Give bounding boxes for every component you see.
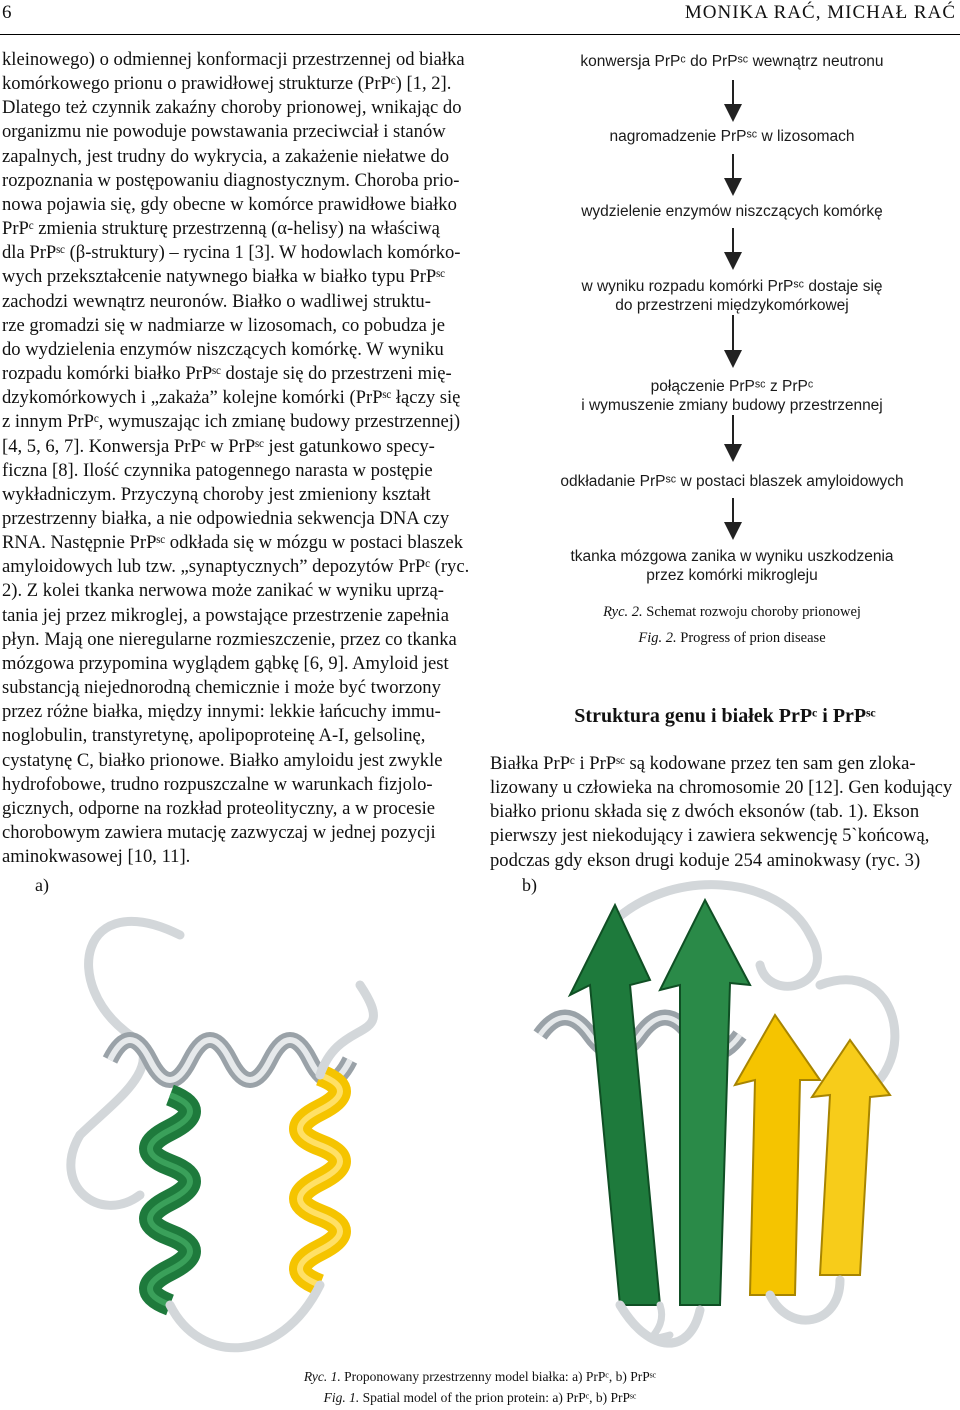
text-line: Białka PrPᶜ i PrPˢᶜ są kodowane przez ten sam gen zloka- [490,753,916,774]
text-line: rozpadu komórki białko PrPˢᶜ dostaje się do przestrzeni mię- [2,363,452,385]
beta-strand-green [570,905,660,1305]
text-line: [4, 5, 6, 7]. Konwersja PrPᶜ w PrPˢᶜ jest gatunkowo specy- [2,435,435,457]
left-column-text [2,48,470,869]
text-line: płyn. Mają one nieregularne rozmieszczenie, przez co tkanka [2,628,457,650]
figure1-text-pl: Proponowany przestrzenny model białka: a) PrPᶜ, b) PrPˢᶜ [344,1369,657,1384]
text-line: PrPᶜ zmienia strukturę przestrzenną (α-helisy) na właściwą [2,218,440,240]
arrow-shaft [732,498,734,524]
figure1-caption-en [160,1389,800,1407]
text-line: tania jej przez mikroglej, a powstające przestrzenie zapełnia [2,604,450,626]
text-line: zapalnych, jest trudny do wykrycia, a zakażenie niełatwe do [2,145,450,167]
figure2-label-pl: Ryc. 2. [603,604,643,620]
protein-model-prpc [20,865,460,1380]
arrow-shaft [732,315,734,352]
arrow-head [724,444,742,462]
text-line: aminokwasowej [10, 11]. [2,846,191,868]
text-line: Dlatego też czynnik zakaźny choroby prionowej, wnikając do [2,97,462,119]
arrow-head [724,252,742,270]
coil-segment [71,1135,140,1205]
arrow-head [724,350,742,368]
beta-strand-green [660,900,750,1305]
text-line: hydrofobowe, trudno rozpuszczalne w warunkach fizjolo- [2,773,433,795]
arrow-shaft [732,228,734,254]
coil-segment [652,1305,670,1339]
page-header [0,2,960,28]
figure1-text-en: Spatial model of the prion protein: a) PrPᶜ, b) PrPˢᶜ [362,1390,637,1405]
arrow-shaft [732,415,734,446]
text-line: pierwszy jest niekodujący i zawiera sekwencję 5`końcową, [490,825,930,847]
text-line: nowa pojawia się, gdy obecne w komórce prawidłowe białko [2,193,457,215]
text-line: rze gromadzi się w nadmiarze w lizosomach, co pobudza je [2,314,445,336]
text-line: 2). Z kolei tkanka nerwowa może zanikać w wyniku uprzą- [2,580,444,602]
flow-arrow [724,498,742,540]
text-line: kleinowego) o odmiennej konformacji przestrzennej od białka [2,49,465,70]
text-line: białko prionu składa się z dwóch eksonów (tab. 1). Ekson [490,801,920,823]
text-line: dla PrPˢᶜ (β-struktury) – rycina 1 [3]. W hodowlach komórko- [2,242,461,264]
flow-step: nagromadzenie PrPˢᶜ w lizosomach [609,128,855,145]
text-line: organizmu nie powoduje powstawania przeciwciał i stanów [2,121,446,143]
figure1-caption-pl [160,1368,800,1386]
figure2-text-pl: Schemat rozwoju choroby prionowej [646,604,861,620]
text-line: ficzna [8]. Ilość czynnika patogennego narasta w postępie [2,459,433,481]
arrow-shaft [732,80,734,106]
text-line: lizowany u człowieka na chromosomie 20 [12]. Gen kodujący [490,777,953,799]
panel-b-label: b) [522,875,537,895]
text-line: podczas gdy ekson drugi koduje 254 aminokwasy (ryc. 3) [490,849,921,871]
coil-segment [170,1285,320,1348]
running-head: MONIKA RAĆ, MICHAŁ RAĆ [684,2,956,23]
flow-step: w wyniku rozpadu komórki PrPˢᶜ dostaje się do przestrzeni międzykomórkowej [581,278,883,314]
text-line: do wydzielenia enzymów niszczących komórkę. W wyniku [2,338,444,360]
flow-arrow [724,228,742,270]
arrow-head [724,522,742,540]
flow-step: konwersja PrPᶜ do PrPˢᶜ wewnątrz neutronu [580,53,884,70]
arrow-head [724,104,742,122]
figure2-text-en: Progress of prion disease [680,630,826,646]
text-line: rozpoznania w postępowaniu diagnostycznym. Choroba prio- [2,169,460,191]
beta-strand-yellow [735,1015,820,1295]
page-number: 6 [2,2,12,23]
figure1-label-pl: Ryc. 1. [303,1369,341,1384]
flow-arrow [724,415,742,462]
panel-a-label: a) [35,875,49,895]
flow-step: tkanka mózgowa zanika w wyniku uszkodzenia przez komórki mikrogleju [570,548,894,584]
text-line: gicznych, odporne na rozkład proteolityczny, a w procesie [2,797,435,819]
text-line: RNA. Następnie PrPˢᶜ odkłada się w mózgu w postaci blaszek [2,532,464,554]
text-line: z innym PrPᶜ, wymuszając ich zmianę budowy przestrzennej) [2,411,461,433]
flow-arrow [724,80,742,122]
text-line: chorobowym zawiera mutację zazwyczaj w jednej pozycji [2,822,436,843]
text-line: noglobulin, transtyretynę, apolipoproteinę A-I, gelsolinę, [2,725,426,747]
section-heading: Struktura genu i białek PrPᶜ i PrPˢᶜ [574,705,876,727]
header-rule [0,34,960,35]
flow-step: wydzielenie enzymów niszczących komórkę [581,203,883,220]
helix-yellow [300,1075,340,1285]
text-line: przez różne białka, między innymi: lekkie łańcuchy immu- [2,701,441,723]
section-paragraph [490,752,958,873]
text-line: cystatynę C, białko prionowe. Białko amyloidu jest zwykle [2,749,443,771]
text-line: mózgowa przypomina wyglądem gąbkę [6, 9]. Amyloid jest [2,652,449,674]
flow-arrow [724,154,742,196]
text-line: amyloidowych lub tzw. „synaptycznych” depozytów PrPᶜ (ryc. [2,556,470,578]
protein-model-prpsc [520,865,940,1365]
arrow-head [724,178,742,196]
figure2-caption-en [532,629,932,647]
helix-green [150,1095,190,1305]
flow-step: połączenie PrPˢᶜ z PrPᶜ i wymuszenie zmiany budowy przestrzennej [581,378,883,414]
text-line: wych przekształcenie natywnego białka w białko typu PrPˢᶜ [2,266,445,288]
helix-grey-top [110,1040,350,1080]
text-line: substancją niejednorodną chemicznie i może być tworzony [2,677,441,699]
figure1-label-en: Fig. 1. [323,1390,360,1405]
text-line: komórkowego prionu o prawidłowej strukturze (PrPᶜ) [1, 2]. [2,73,452,95]
text-line: dzykomórkowych i „zakaża” kolejne komórki (PrPˢᶜ łączy się [2,387,461,409]
text-line: zachodzi wewnątrz neuronów. Białko o wadliwej struktu- [2,290,431,312]
text-line: wykładniczym. Przyczyną choroby jest zmieniony kształt [2,483,431,505]
body-paragraph [2,48,470,869]
coil-segment [80,921,180,1135]
figure2-caption-pl [532,603,932,621]
right-column-text [490,752,958,873]
flow-step: odkładanie PrPˢᶜ w postaci blaszek amyloidowych [560,473,904,490]
flow-arrow [724,315,742,368]
figure2-label-en: Fig. 2. [638,630,677,646]
text-line: przestrzenny białka, a nie odpowiednia sekwencja DNA czy [2,507,450,529]
arrow-shaft [732,154,734,180]
